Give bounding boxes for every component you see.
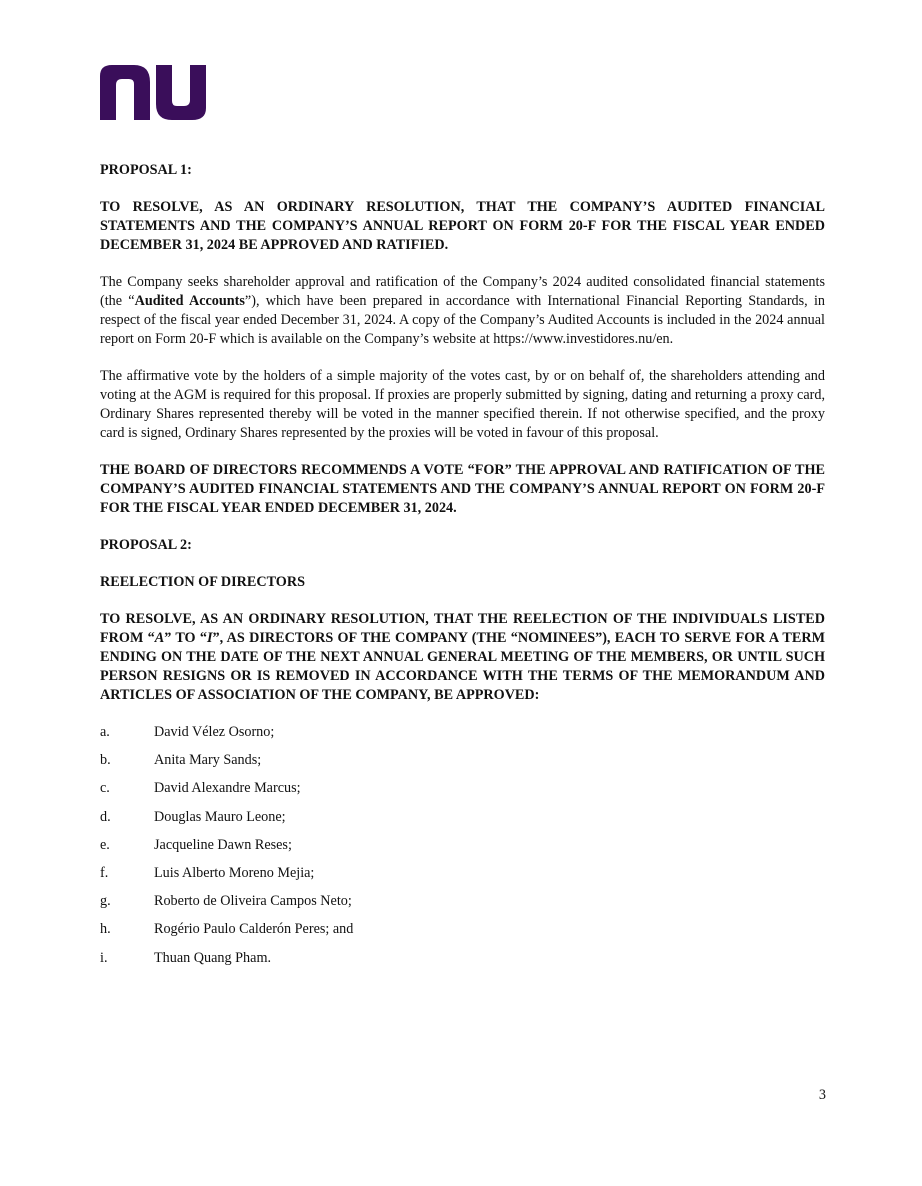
document-body xyxy=(100,161,825,977)
proposal-2-title: REELECTION OF DIRECTORS xyxy=(100,574,305,590)
page-number: 3 xyxy=(818,1087,826,1103)
nu-logo xyxy=(100,62,206,122)
proposal-1-recommendation: THE BOARD OF DIRECTORS RECOMMENDS A VOTE “FOR” THE APPROVAL AND RATIFICATION OF THE COMPANY’S AUDITED FINANCIAL STATEMENTS AND THE COMPANY’S ANNUAL REPORT ON FORM 20-F FOR THE FISCAL YEAR ENDED DECEMBER 31, 2024. xyxy=(100,462,825,516)
nominee-item: b. Anita Mary Sands; xyxy=(100,752,262,769)
nominee-item: d. Douglas Mauro Leone; xyxy=(100,808,286,825)
proposal-1-paragraph-1: The Company seeks shareholder approval and ratification of the Company’s 2024 audited consolidated financial statements (the “Audited Accounts”), which have been prepared in accordance with International Financial Reporting Standards, in respect of the fiscal year ended December 31, 2024. A copy of the Company’s Audited Accounts is included in the 2024 annual report on Form 20-F which is available on the Company’s website at https://www.investidores.nu/en. xyxy=(100,274,825,347)
nominee-list xyxy=(100,723,825,968)
nominee-item: f. Luis Alberto Moreno Mejia; xyxy=(100,864,315,881)
nominee-item: c. David Alexandre Marcus; xyxy=(100,780,301,797)
nominee-item: e. Jacqueline Dawn Reses; xyxy=(100,836,292,853)
logo-letter-u xyxy=(156,65,206,120)
proposal-2-resolution: TO RESOLVE, AS AN ORDINARY RESOLUTION, THAT THE REELECTION OF THE INDIVIDUALS LISTED FROM “A” TO “I”, AS DIRECTORS OF THE COMPANY (THE “NOMINEES”), EACH TO SERVE FOR A TERM ENDING ON THE DATE OF THE NEXT ANNUAL GENERAL MEETING OF THE MEMBERS, OR UNTIL SUCH PERSON RESIGNS OR IS REMOVED IN ACCORDANCE WITH THE TERMS OF THE MEMORANDUM AND ARTICLES OF ASSOCIATION OF THE COMPANY, BE APPROVED: xyxy=(100,611,825,703)
logo-letter-n xyxy=(100,65,150,120)
proposal-2-label: PROPOSAL 2: xyxy=(100,537,192,553)
nominee-item: i. Thuan Quang Pham. xyxy=(100,949,272,966)
nominee-item: a. David Vélez Osorno; xyxy=(100,724,275,740)
nominee-item: g. Roberto de Oliveira Campos Neto; xyxy=(100,893,352,910)
defined-term-audited-accounts: Audited Accounts xyxy=(134,293,245,309)
proposal-1-label: PROPOSAL 1: xyxy=(100,162,192,178)
proposal-1-paragraph-2: The affirmative vote by the holders of a simple majority of the votes cast, by or on behalf of, the shareholders attending and voting at the AGM is required for this proposal. If proxies are properly submitted by signing, dating and returning a proxy card, Ordinary Shares represented thereby will be voted in the manner specified therein. If not otherwise specified, and the proxy card is signed, Ordinary Shares represented by the proxies will be voted in favour of this proposal. xyxy=(100,368,825,441)
proposal-1-resolution: TO RESOLVE, AS AN ORDINARY RESOLUTION, THAT THE COMPANY’S AUDITED FINANCIAL STATEMENTS AND THE COMPANY’S ANNUAL REPORT ON FORM 20-F FOR THE FISCAL YEAR ENDED DECEMBER 31, 2024 BE APPROVED AND RATIFIED. xyxy=(100,199,825,253)
nominee-item: h. Rogério Paulo Calderón Peres; and xyxy=(100,921,354,938)
